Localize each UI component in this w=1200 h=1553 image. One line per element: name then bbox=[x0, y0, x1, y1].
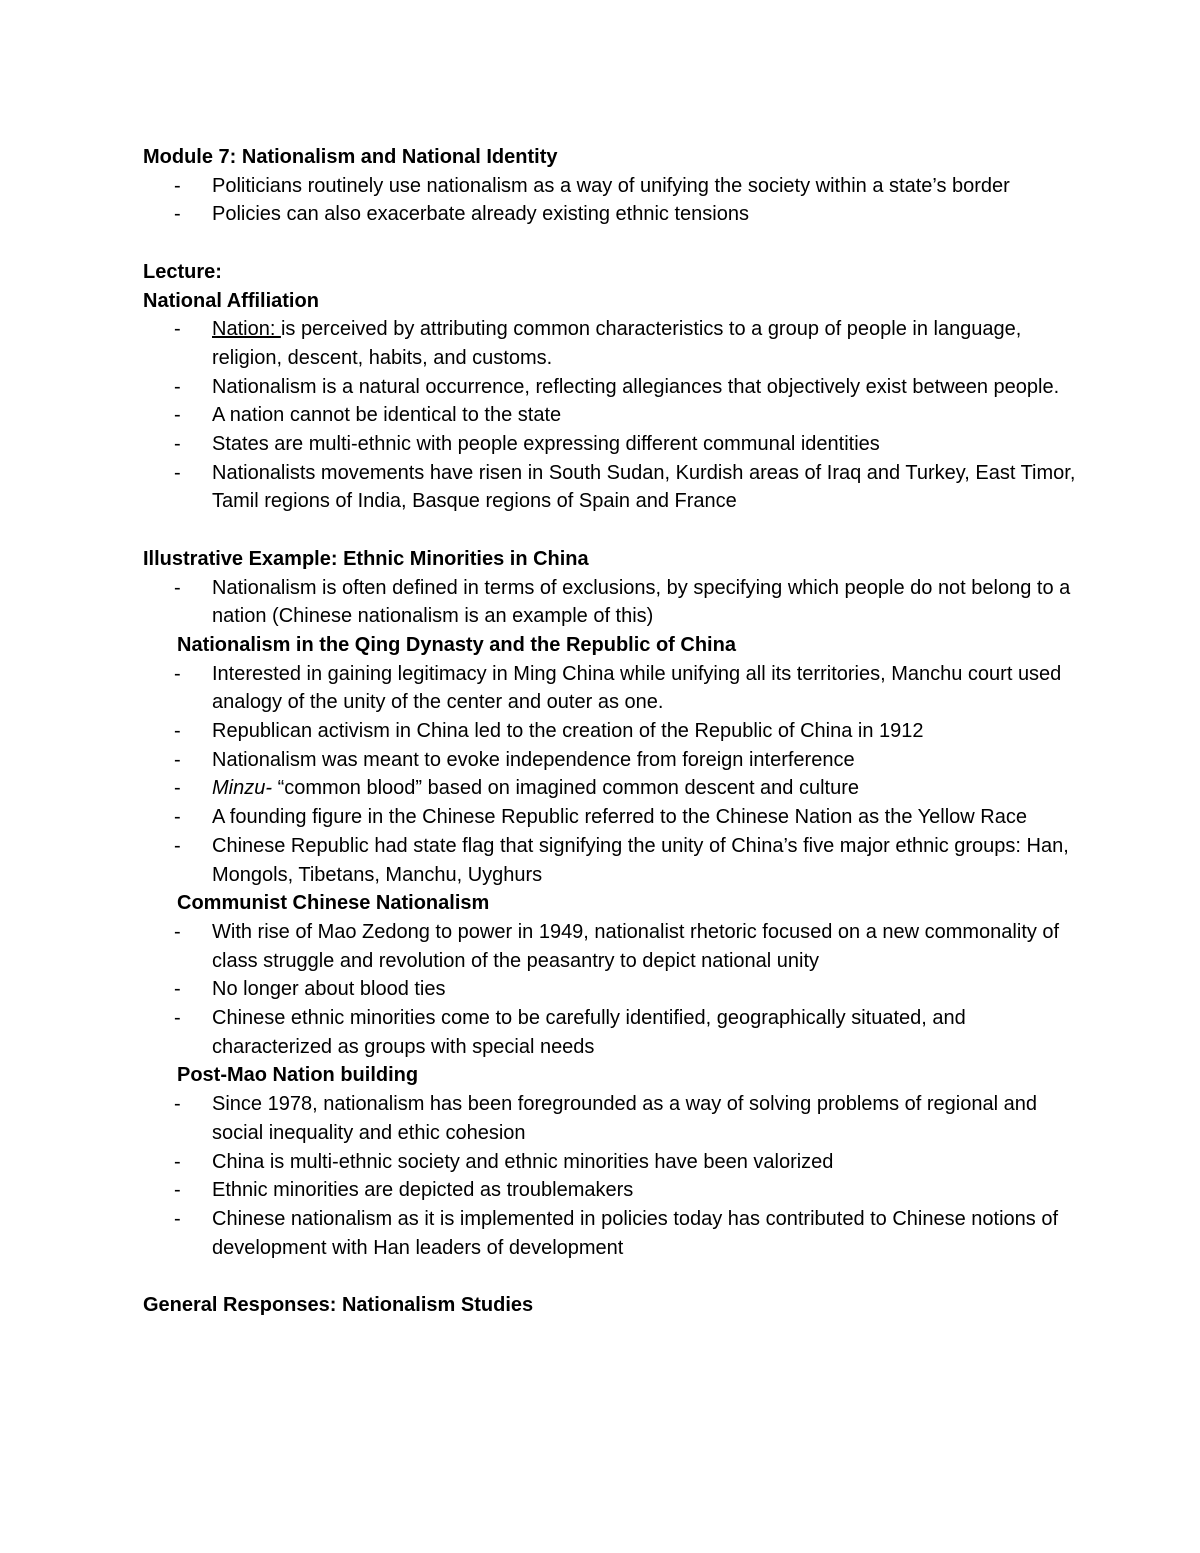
document-page bbox=[143, 143, 1083, 1320]
list-item: - Policies can also exacerbate already existing ethnic tensions bbox=[143, 200, 1083, 229]
spacer bbox=[143, 516, 1083, 545]
list-item bbox=[143, 315, 1083, 372]
minzu-term: Minzu- bbox=[212, 777, 273, 800]
list-item: - Since 1978, nationalism has been foregrounded as a way of solving problems of regional and social inequality and ethic cohesion bbox=[143, 1090, 1083, 1147]
list-item: - A nation cannot be identical to the state bbox=[143, 401, 1083, 430]
list-item: - Chinese nationalism as it is implemented in policies today has contributed to Chinese notions of development with Han leaders of development bbox=[143, 1205, 1083, 1262]
list-item: - Chinese Republic had state flag that signifying the unity of China’s five major ethnic groups: Han, Mongols, Tibetans, Manchu, Uyghurs bbox=[143, 832, 1083, 889]
nation-term: Nation: bbox=[212, 318, 281, 341]
list-item bbox=[143, 774, 1083, 803]
post-mao-list bbox=[143, 1090, 1083, 1262]
list-item: - Nationalism is a natural occurrence, reflecting allegiances that objectively exist between people. bbox=[143, 373, 1083, 402]
illustrative-example-list bbox=[143, 574, 1083, 631]
communist-list bbox=[143, 918, 1083, 1062]
list-item: - Politicians routinely use nationalism as a way of unifying the society within a state’s border bbox=[143, 172, 1083, 201]
section-title-general-responses: General Responses: Nationalism Studies bbox=[143, 1294, 534, 1317]
qing-list bbox=[143, 660, 1083, 890]
list-item: - Ethnic minorities are depicted as troublemakers bbox=[143, 1176, 1083, 1205]
list-item: - China is multi-ethnic society and ethnic minorities have been valorized bbox=[143, 1148, 1083, 1177]
list-item: - States are multi-ethnic with people expressing different communal identities bbox=[143, 430, 1083, 459]
subsection-title-post-mao: Post-Mao Nation building bbox=[177, 1064, 419, 1087]
list-item: - With rise of Mao Zedong to power in 1949, nationalist rhetoric focused on a new commonality of class struggle and revolution of the peasantry to depict national unity bbox=[143, 918, 1083, 975]
list-item: - Republican activism in China led to the creation of the Republic of China in 1912 bbox=[143, 717, 1083, 746]
lecture-label: Lecture: bbox=[143, 260, 222, 283]
subsection-title-qing: Nationalism in the Qing Dynasty and the Republic of China bbox=[177, 633, 736, 656]
nation-definition: is perceived by attributing common characteristics to a group of people in language, religion, descent, habits, and customs. bbox=[212, 318, 1022, 369]
list-item: - Interested in gaining legitimacy in Ming China while unifying all its territories, Manchu court used analogy of the unity of the center and outer as one. bbox=[143, 660, 1083, 717]
list-item: - No longer about blood ties bbox=[143, 975, 1083, 1004]
list-item: - Nationalists movements have risen in South Sudan, Kurdish areas of Iraq and Turkey, East Timor, Tamil regions of India, Basque regions of Spain and France bbox=[143, 459, 1083, 516]
national-affiliation-list bbox=[143, 315, 1083, 516]
subsection-title-communist: Communist Chinese Nationalism bbox=[177, 892, 490, 915]
list-item: - A founding figure in the Chinese Republic referred to the Chinese Nation as the Yellow Race bbox=[143, 803, 1083, 832]
minzu-definition: “common blood” based on imagined common descent and culture bbox=[272, 777, 860, 800]
list-item: - Nationalism is often defined in terms of exclusions, by specifying which people do not belong to a nation (Chinese nationalism is an example of this) bbox=[143, 574, 1083, 631]
section-title-illustrative-example: Illustrative Example: Ethnic Minorities in China bbox=[143, 547, 589, 570]
module-bullet-list bbox=[143, 172, 1083, 229]
spacer bbox=[143, 229, 1083, 258]
spacer bbox=[143, 1262, 1083, 1291]
list-item: - Nationalism was meant to evoke independence from foreign interference bbox=[143, 746, 1083, 775]
section-title-national-affiliation: National Affiliation bbox=[143, 289, 319, 312]
list-item: - Chinese ethnic minorities come to be carefully identified, geographically situated, and characterized as groups with special needs bbox=[143, 1004, 1083, 1061]
module-title: Module 7: Nationalism and National Identity bbox=[143, 146, 558, 168]
